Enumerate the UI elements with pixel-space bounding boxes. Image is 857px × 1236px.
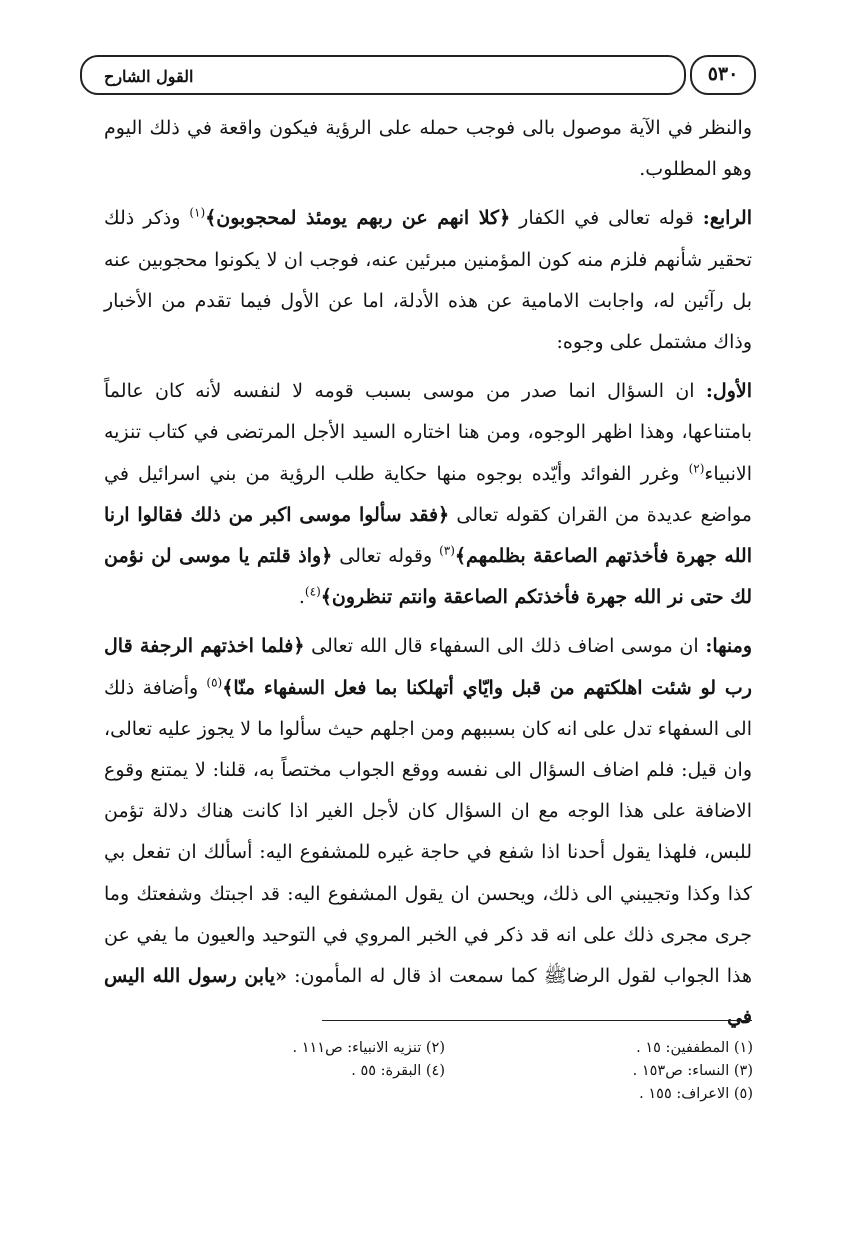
footnote-separator [322, 1020, 752, 1021]
page-body [104, 108, 752, 1038]
quran-quote: ﴿كلا انهم عن ربهم يومئذ لمحجوبون﴾ [205, 207, 511, 230]
page-number: ٥٣٠ [707, 63, 739, 85]
paragraph-3-text-d: . [298, 586, 305, 609]
footnote-ref-1[interactable]: (١) [189, 206, 206, 221]
quran-quote: ﴿فلما اخذتهم الرجفة قال رب لو شئت اهلكتهم من قبل وايّاي أتهلكنا بما فعل السفهاء منّا﴾ [104, 635, 752, 699]
paragraph-4-text-c: كما سمعت اذ قال له المأمون: [286, 965, 544, 988]
paragraph-2-text-b: وذكر ذلك تحقير شأنهم فلزم منه كون المؤمنين مبرئين عنه، فوجب ان لا يكونوا محجوبين عنه بل رآئين له، واجابت الامامية عن هذه الأدلة، اما عن الأول فيما تقدم من الأخبار وذاك مشتمل على وجوه: [104, 207, 752, 354]
footnote-4: (٤) البقرة: ٥٥ . [351, 1063, 445, 1079]
paragraph-3-text-b: وغرر الفوائد وأيّده بوجوه منها حكاية طلب الرؤية من بني اسرائيل في مواضع عديدة من القران كقوله تعالى [104, 462, 752, 526]
footnote-ref-4[interactable]: (٤) [304, 584, 321, 599]
paragraph-3-text-a: ان السؤال انما صدر من موسى بسبب قومه لا لنفسه لأنه كان عالماً بامتناعها، وهذا اظهر الوجوه، ومن هنا اختاره السيد الأجل المرتضى في كتاب تنزيه الانبياء [104, 380, 752, 485]
quran-quote: ﴿فقد سألوا موسى اكبر من ذلك فقالوا ارنا الله جهرة فأخذتهم الصاعقة بظلمهم﴾ [104, 503, 752, 568]
section-label-fourth: الرابع: [702, 207, 752, 230]
footnote-ref-5[interactable]: (٥) [206, 675, 223, 690]
footnote-1: (١) المطففين: ١٥ . [636, 1040, 753, 1056]
paragraph-2 [104, 198, 752, 363]
footnote-2: (٢) تنزيه الانبياء: ص١١١ . [292, 1040, 445, 1056]
paragraph-3 [104, 371, 752, 618]
honorific-glyph: ﷺ [543, 965, 567, 988]
quoted-speech: «يابن رسول الله اليس في [104, 965, 752, 1029]
paragraph-1-text: والنظر في الآية موصول بالى فوجب حمله على الرؤية فيكون واقعة في ذلك اليوم وهو المطلوب. [104, 117, 752, 181]
footnote-ref-3[interactable]: (٣) [439, 543, 455, 558]
section-label-among-them: ومنها: [705, 635, 752, 658]
section-label-first: الأول: [705, 380, 752, 403]
paragraph-4 [104, 626, 752, 1038]
paragraph-4-text-b: وأضافة ذلك الى السفهاء تدل على انه كان بسببهم ومن اجلهم حيث سألوا ما لا يجوز عليه تعالى، وان قيل: فلم اضاف السؤال الى نفسه ووقع الجواب مختصاً به، قلنا: لا يمتنع وقوع الاضافة على هذا الوجه مع ان السؤال كان لأجل الغير اذا كانت هناك دلالة تؤمن للبس، فلهذا يقول أحدنا اذا شفع في حاجة غيره للمشفوع اليه: أسألك ان تفعل بي كذا وكذا وتجيبني الى ذلك، ويحسن ان يقول المشفوع اليه: قد اجبتك وشفعتك وما جرى مجرى ذلك على انه قد ذكر في الخبر المروي في التوحيد والعيون ما يفي عن هذا الجواب لقول الرضا [104, 676, 753, 988]
paragraph-3-text-c: وقوله تعالى [332, 545, 440, 568]
footnote-3: (٣) النساء: ص١٥٣ . [632, 1063, 753, 1079]
quran-quote: ﴿واذ قلتم يا موسى لن نؤمن لك حتى نر الله جهرة فأخذتكم الصاعقة وانتم تنظرون﴾ [104, 545, 752, 609]
running-header-title: القول الشارح [104, 67, 194, 86]
paragraph-1 [104, 108, 752, 190]
paragraph-2-text-a: قوله تعالى في الكفار [510, 207, 703, 230]
footnote-5: (٥) الاعراف: ١٥٥ . [639, 1086, 753, 1102]
footnote-ref-2[interactable]: (٢) [688, 461, 705, 476]
paragraph-4-text-a: ان موسى اضاف ذلك الى السفهاء قال الله تعالى [304, 635, 706, 658]
